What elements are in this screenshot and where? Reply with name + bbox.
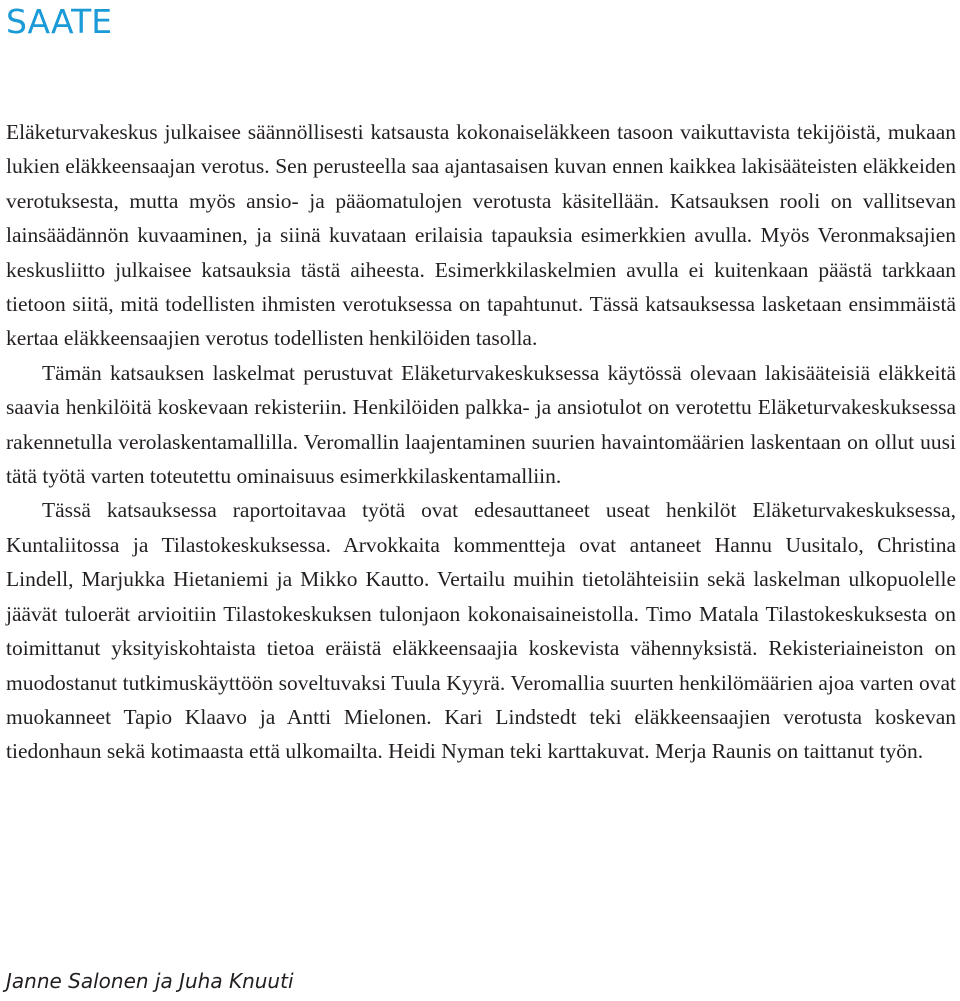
paragraph-1: Eläketurvakeskus julkaisee säännöllisesti katsausta kokonaiseläkkeen tasoon vaikuttavista tekijöistä, mukaan lukien eläkkeensaajan verotus. Sen perusteella saa ajantasaisen kuvan ennen kaikkea lakisääteisten eläkkeiden verotuksesta, mutta myös ansio- ja pääomatulojen verotusta käsitellään. Katsauksen rooli on vallitsevan lainsäädännön kuvaaminen, ja siinä kuvataan erilaisia tapauksia esimerkkien avulla. Myös Veronmaksajien keskusliitto julkaisee katsauksia tästä aiheesta. Esimerkkilaskelmien avulla ei kuitenkaan päästä tarkkaan tietoon siitä, mitä todellisten ihmisten verotuksessa on tapahtunut. Tässä katsauksessa lasketaan ensimmäistä kertaa eläkkeensaajien verotus todellisten henkilöiden tasolla. — [6, 120, 956, 351]
page-title: SAATE — [6, 2, 113, 41]
paragraph-2: Tämän katsauksen laskelmat perustuvat Eläketurvakeskuksessa käytössä olevaan lakisääteisiä eläkkeitä saavia henkilöitä koskevaan rekisteriin. Henkilöiden palkka- ja ansiotulot on verotettu Eläketurvakeskuksessa rakennetulla verolaskentamallilla. Veromallin laajentaminen suurien havaintomäärien laskentaan on ollut uusi tätä työtä varten toteutettu ominaisuus esimerkkilaskentamalliin. — [6, 360, 956, 489]
paragraph-3: Tässä katsauksessa raportoitavaa työtä ovat edesauttaneet useat henkilöt Eläketurvakeskuksessa, Kuntaliitossa ja Tilastokeskuksessa. Arvokkaita kommentteja ovat antaneet Hannu Uusitalo, Christina Lindell, Marjukka Hietaniemi ja Mikko Kautto. Vertailu muihin tietolähteisiin sekä laskelman ulkopuolelle jäävät tuloerät arvioitiin Tilastokeskuksen tulonjaon kokonaisaineistolla. Timo Matala Tilastokeskuksesta on toimittanut yksityiskohtaista tietoa eräistä eläkkeensaajia koskevista vähennyksistä. Rekisteriaineiston on muodostanut tutkimuskäyttöön soveltuvaksi Tuula Kyyrä. Veromallia suurten henkilömäärien ajoa varten ovat muokanneet Tapio Klaavo ja Antti Mielonen. Kari Lindstedt teki eläkkeensaajien verotusta koskevan tiedonhaun sekä kotimaasta että ulkomailta. Heidi Nyman teki karttakuvat. Merja Raunis on taittanut työn. — [6, 498, 956, 764]
signature: Janne Salonen ja Juha Knuuti — [6, 969, 294, 993]
body-text — [6, 115, 956, 769]
